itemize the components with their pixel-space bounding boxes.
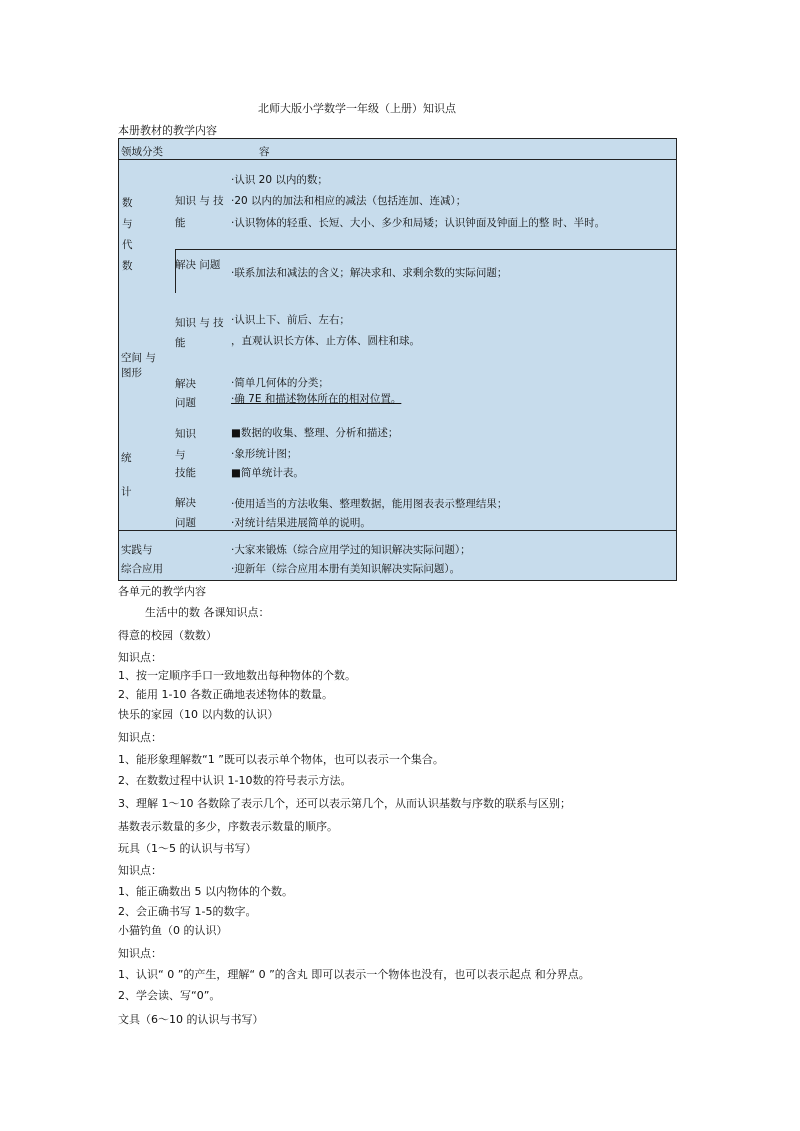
table-divider (119, 530, 676, 531)
knowledge-label: 知识点： (118, 651, 162, 664)
category-label: 统 (121, 452, 132, 464)
category-char: 与 (122, 218, 133, 230)
category-label: 空间 与 (121, 352, 156, 364)
subcategory-knowledge: 能 (175, 337, 186, 349)
knowledge-label: 知识点： (118, 731, 162, 744)
content-item: ·迎新年（综合应用本册有美知识解决实际问题）。 (231, 563, 461, 575)
subcategory-problem-solving: 解决 问题 (175, 259, 221, 271)
category-label: 实践与 (121, 544, 153, 556)
subcategory-knowledge: 知识 (175, 428, 196, 440)
knowledge-item: 2、能用 1-10 各数正确地表述物体的数量。 (118, 688, 333, 701)
content-item: ■数据的收集、整理、分析和描述； (231, 427, 399, 439)
knowledge-item: 1、按一定顺序手口一致地数出每种物体的个数。 (118, 669, 356, 682)
knowledge-item: 2、学会读、写“0”。 (118, 989, 221, 1002)
content-item: ·联系加法和减法的含义；解决求和、求剩余数的实际问题； (231, 267, 508, 279)
subcategory-problem-solving: 问题 (175, 517, 196, 529)
unit-heading: 生活中的数 各课知识点： (145, 606, 270, 619)
table-divider (175, 249, 676, 250)
category-char: 数 (122, 260, 133, 272)
lesson-title: 文具（6〜10 的认识与书写） (118, 1013, 264, 1026)
subcategory-problem-solving: 问题 (175, 397, 196, 409)
subcategory-knowledge: 知识 与 技 (175, 195, 224, 207)
knowledge-item: 1、认识“ 0 ”的产生，理解“ 0 ”的含丸 即可以表示一个物体也没有，也可以表示起点 和分界点。 (118, 968, 590, 981)
category-char: 代 (122, 239, 133, 251)
subcategory-problem-solving: 解决 (175, 497, 196, 509)
knowledge-label: 知识点： (118, 864, 162, 877)
subcategory-knowledge: 知识 与 技 (175, 317, 224, 329)
knowledge-item: 2、会正确书写 1-5的数字。 (118, 905, 257, 918)
subcategory-knowledge: 能 (175, 217, 186, 229)
knowledge-item: 3、理解 1〜10 各数除了表示几个，还可以表示第几个，从而认识基数与序数的联系与区别； (118, 797, 571, 810)
subcategory-knowledge: 技能 (175, 467, 196, 479)
knowledge-label: 知识点： (118, 947, 162, 960)
subcategory-knowledge: 与 (175, 449, 186, 461)
lesson-title: 小猫钓鱼（0 的认识） (118, 924, 228, 937)
header-category: 领域分类 (121, 146, 163, 158)
content-item: ，直观认识长方体、止方体、圆柱和球。 (231, 335, 420, 347)
content-item: ■简单统计表。 (231, 467, 304, 479)
content-item: ·对统计结果进展简单的说明。 (231, 517, 371, 529)
knowledge-item: 2、在数数过程中认识 1-10数的符号表示方法。 (118, 774, 352, 787)
content-item: ·20 以内的加法和相应的减法（包括连加、连减）； (231, 195, 467, 207)
category-label: 综合应用 (121, 563, 163, 575)
content-item: ·认识上下、前后、左右； (231, 314, 350, 326)
document-title: 北师大版小学数学一年级（上册）知识点 (258, 102, 456, 115)
lesson-title: 得意的校园（数数） (118, 629, 217, 642)
knowledge-item: 1、能正确数出 5 以内物体的个数。 (118, 885, 293, 898)
category-char: 数 (122, 197, 133, 209)
section-heading-textbook-content: 本册教材的教学内容 (118, 124, 217, 137)
header-content: 容 (259, 146, 270, 158)
content-item: ·大家来锻炼（综合应用学过的知识解决实际问题）； (231, 544, 471, 556)
knowledge-item: 基数表示数量的多少，序数表示数量的顺序。 (118, 820, 338, 833)
category-label: 计 (121, 486, 132, 498)
content-item: ·认识物体的轻重、长短、大小、多少和局矮；认识钟面及钟面上的整 时、半时。 (231, 217, 606, 229)
content-item: ·象形统计图； (231, 448, 298, 460)
lesson-title: 玩具（1〜5 的认识与书写） (118, 842, 257, 855)
lesson-title: 快乐的家园（10 以内数的认识） (118, 708, 279, 721)
knowledge-item: 1、能形象理解数“1 ”既可以表示单个物体，也可以表示一个集合。 (118, 753, 444, 766)
category-label: 图形 (121, 367, 142, 379)
content-item: ·简单几何体的分类； (231, 377, 329, 389)
content-table (118, 138, 677, 581)
subcategory-problem-solving: 解决 (175, 378, 196, 390)
content-item: ·使用适当的方法收集、整理数据，能用图表表示整理结果； (231, 498, 508, 510)
content-item: ·认识 20 以内的数； (231, 174, 328, 186)
content-item: ·确 7E 和描述物体所在的相对位置。 (231, 393, 402, 405)
section-heading-unit-content: 各单元的教学内容 (118, 585, 206, 598)
table-divider (119, 159, 676, 160)
